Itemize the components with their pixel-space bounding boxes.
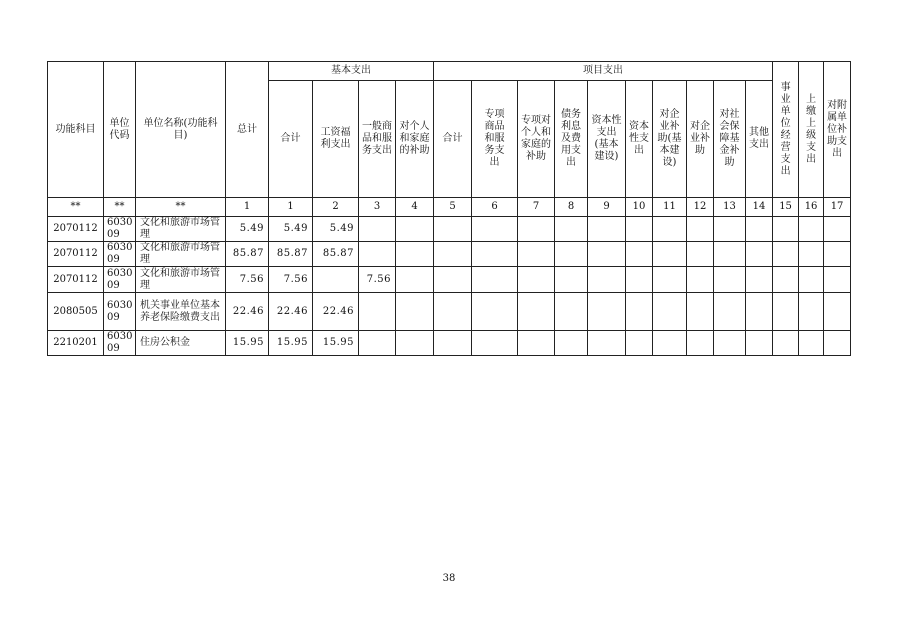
empty-cell [518,217,555,242]
empty-cell [555,242,588,267]
index-cell: 7 [518,198,555,217]
total-cell: 15.95 [226,331,269,356]
empty-cell [626,293,653,331]
empty-cell [824,267,851,293]
empty-cell [588,242,626,267]
empty-cell [626,267,653,293]
unit-name-cell: 文化和旅游市场管理 [136,217,226,242]
index-cell: ** [48,198,104,217]
empty-cell [714,242,746,267]
func-subject-cell: 2070112 [48,242,104,267]
unit-name-cell: 机关事业单位基本养老保险缴费支出 [136,293,226,331]
index-cell: 2 [313,198,359,217]
empty-cell [653,217,687,242]
empty-cell [687,242,714,267]
empty-cell [824,217,851,242]
total-cell: 22.46 [226,293,269,331]
total-cell: 85.87 [226,242,269,267]
empty-cell [434,331,472,356]
empty-cell [773,217,799,242]
empty-cell [746,293,773,331]
index-cell: 14 [746,198,773,217]
func-subject-cell: 2210201 [48,331,104,356]
basic-goods-cell [359,217,396,242]
empty-cell [555,293,588,331]
empty-cell [626,331,653,356]
index-cell: ** [104,198,136,217]
empty-cell [396,242,434,267]
empty-cell [588,293,626,331]
empty-cell [799,293,824,331]
index-cell: 11 [653,198,687,217]
index-cell: 10 [626,198,653,217]
empty-cell [472,267,518,293]
table-row [48,267,851,293]
header-project-social: 对社会保障基金补助 [714,81,746,198]
basic-goods-cell [359,293,396,331]
empty-cell [518,242,555,267]
header-project-goods: 专项商品和服务支出 [472,81,518,198]
unit-code-cell: 603009 [104,293,136,331]
func-subject-cell: 2080505 [48,293,104,331]
header-unit-code: 单位代码 [104,62,136,198]
index-cell: 15 [773,198,799,217]
total-cell: 7.56 [226,267,269,293]
total-cell: 5.49 [226,217,269,242]
header-upper: 上缴上级支出 [799,62,824,198]
basic-wage-cell: 85.87 [313,242,359,267]
empty-cell [799,242,824,267]
basic-total-cell: 5.49 [269,217,313,242]
empty-cell [518,293,555,331]
empty-cell [714,267,746,293]
empty-cell [396,293,434,331]
empty-cell [714,331,746,356]
empty-cell [396,267,434,293]
table-row [48,242,851,267]
index-cell: 17 [824,198,851,217]
header-row-group [48,62,851,81]
basic-total-cell: 7.56 [269,267,313,293]
func-subject-cell: 2070112 [48,267,104,293]
empty-cell [799,217,824,242]
page-number: 38 [442,573,456,584]
budget-table [47,61,851,356]
basic-total-cell: 22.46 [269,293,313,331]
header-project-debt: 债务利息及费用支出 [555,81,588,198]
empty-cell [824,331,851,356]
header-basic-total: 合计 [269,81,313,198]
empty-cell [626,242,653,267]
header-project-expenditure: 项目支出 [434,62,773,81]
func-subject-cell: 2070112 [48,217,104,242]
empty-cell [555,217,588,242]
empty-cell [472,242,518,267]
empty-cell [746,267,773,293]
unit-name-cell: 文化和旅游市场管理 [136,242,226,267]
unit-code-cell: 603009 [104,217,136,242]
basic-goods-cell: 7.56 [359,267,396,293]
empty-cell [588,217,626,242]
table-row [48,293,851,331]
basic-goods-cell [359,242,396,267]
basic-total-cell: 85.87 [269,242,313,267]
index-cell: 3 [359,198,396,217]
empty-cell [687,217,714,242]
header-project-enterprise-base: 对企业补助(基本建设) [653,81,687,198]
header-project-capital: 资本性支出 [626,81,653,198]
empty-cell [472,331,518,356]
index-cell: 12 [687,198,714,217]
empty-cell [746,217,773,242]
index-cell: 4 [396,198,434,217]
empty-cell [434,267,472,293]
empty-cell [773,331,799,356]
header-project-family: 专项对个人和家庭的补助 [518,81,555,198]
empty-cell [653,242,687,267]
empty-cell [588,331,626,356]
empty-cell [434,217,472,242]
empty-cell [653,293,687,331]
empty-cell [824,293,851,331]
unit-code-cell: 603009 [104,242,136,267]
empty-cell [687,293,714,331]
empty-cell [687,267,714,293]
index-cell: ** [136,198,226,217]
empty-cell [824,242,851,267]
index-cell: 9 [588,198,626,217]
header-project-capital-base: 资本性支出(基本建设) [588,81,626,198]
empty-cell [773,293,799,331]
empty-cell [555,331,588,356]
header-affiliated: 对附属单位补助支出 [824,62,851,198]
unit-name-cell: 文化和旅游市场管理 [136,267,226,293]
empty-cell [714,217,746,242]
empty-cell [518,331,555,356]
header-basic-expenditure: 基本支出 [269,62,434,81]
header-project-total: 合计 [434,81,472,198]
table-row [48,331,851,356]
header-project-other: 其他支出 [746,81,773,198]
index-cell: 1 [226,198,269,217]
unit-code-cell: 603009 [104,331,136,356]
empty-cell [626,217,653,242]
empty-cell [653,331,687,356]
basic-wage-cell [313,267,359,293]
header-unit-name: 单位名称(功能科目) [136,62,226,198]
basic-goods-cell [359,331,396,356]
empty-cell [653,267,687,293]
index-cell: 13 [714,198,746,217]
index-cell: 8 [555,198,588,217]
empty-cell [396,217,434,242]
empty-cell [687,331,714,356]
empty-cell [434,293,472,331]
empty-cell [714,293,746,331]
header-biz-unit: 事业单位经营支出 [773,62,799,198]
empty-cell [799,267,824,293]
header-func-subject: 功能科目 [48,62,104,198]
empty-cell [746,331,773,356]
header-project-enterprise: 对企业补助 [687,81,714,198]
index-cell: 16 [799,198,824,217]
empty-cell [396,331,434,356]
index-cell: 6 [472,198,518,217]
empty-cell [746,242,773,267]
index-cell: 5 [434,198,472,217]
unit-code-cell: 603009 [104,267,136,293]
index-row [48,198,851,217]
empty-cell [773,267,799,293]
header-basic-wage: 工资福利支出 [313,81,359,198]
header-basic-family: 对个人和家庭的补助 [396,81,434,198]
empty-cell [472,217,518,242]
empty-cell [588,267,626,293]
empty-cell [434,242,472,267]
basic-total-cell: 15.95 [269,331,313,356]
header-total: 总计 [226,62,269,198]
empty-cell [773,242,799,267]
basic-wage-cell: 5.49 [313,217,359,242]
table-row [48,217,851,242]
index-cell: 1 [269,198,313,217]
empty-cell [799,331,824,356]
empty-cell [472,293,518,331]
basic-wage-cell: 22.46 [313,293,359,331]
basic-wage-cell: 15.95 [313,331,359,356]
empty-cell [555,267,588,293]
header-basic-goods: 一般商品和服务支出 [359,81,396,198]
empty-cell [518,267,555,293]
unit-name-cell: 住房公积金 [136,331,226,356]
